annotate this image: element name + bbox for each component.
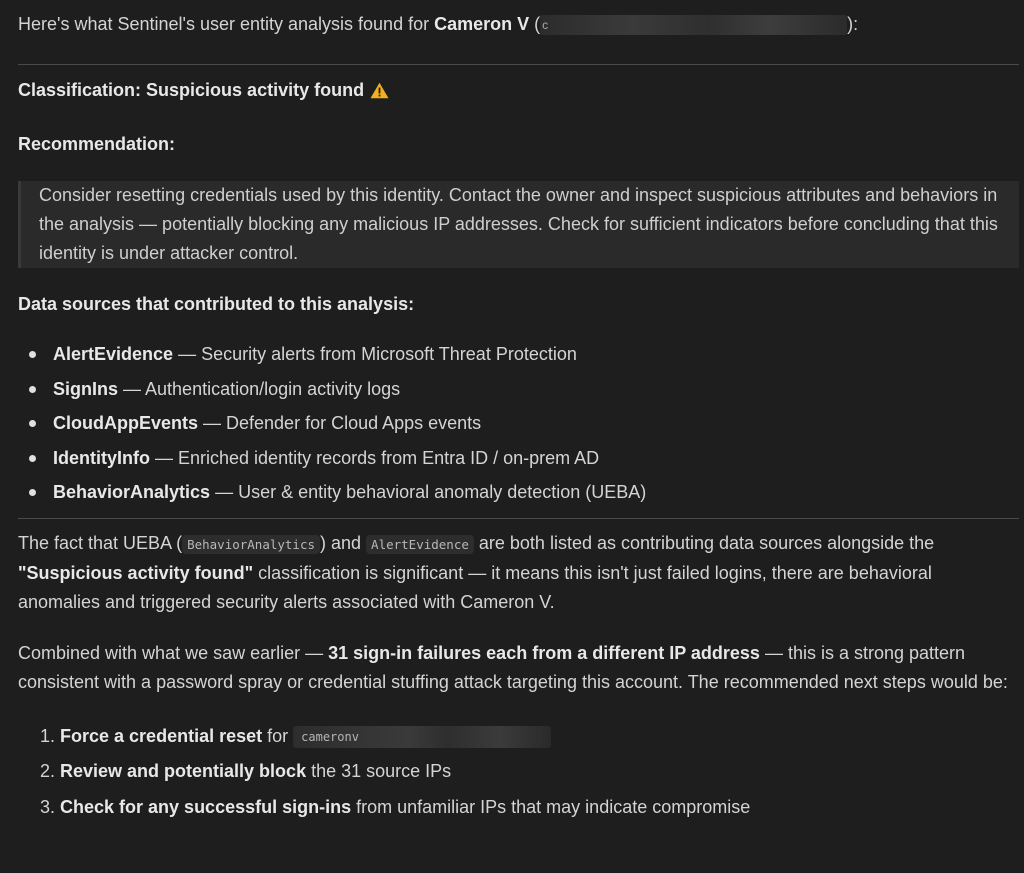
data-sources-list <box>18 337 1018 510</box>
list-item <box>53 475 1018 510</box>
source-desc: — Enriched identity records from Entra ID / on-prem AD <box>150 447 600 468</box>
step-title: Force a credential reset <box>60 725 263 746</box>
source-desc: — Security alerts from Microsoft Threat Protection <box>173 344 577 364</box>
list-item <box>40 790 1018 826</box>
step-number: 3. <box>40 796 61 817</box>
list-item <box>53 441 1018 476</box>
step-number: 1. <box>40 725 61 746</box>
intro-close: ): <box>847 14 859 34</box>
combined-paragraph <box>18 639 1018 697</box>
divider <box>18 64 1019 65</box>
step-text: from unfamiliar IPs that may indicate compromise <box>351 796 751 817</box>
bold-text: 31 sign-in failures each from a different IP address <box>328 642 760 663</box>
text-span: classification is significant — it means this isn't just failed logins, there are behavioral anomalies and triggered security alerts associated with Cameron V. <box>18 562 932 612</box>
warning-icon <box>370 79 389 108</box>
chat-response <box>18 10 1018 825</box>
bullet-icon <box>29 420 36 427</box>
recommendation-title: Recommendation: <box>18 134 176 154</box>
text-span: Combined with what we saw earlier — <box>18 642 329 663</box>
list-item <box>40 754 1018 790</box>
source-name: BehaviorAnalytics <box>53 482 211 502</box>
inline-code: BehaviorAnalytics <box>182 535 320 554</box>
text-span: ) and <box>320 532 367 553</box>
intro-open-paren: ( <box>529 14 541 34</box>
next-steps-list <box>18 719 1018 826</box>
list-item <box>40 719 1018 755</box>
data-sources-title: Data sources that contributed to this analysis: <box>18 294 415 314</box>
redacted-email: c <box>540 15 847 35</box>
source-desc: — User & entity behavioral anomaly detection (UEBA) <box>210 482 647 502</box>
bullet-icon <box>29 351 36 358</box>
classification-label: Classification: Suspicious activity found <box>18 80 365 100</box>
text-span: — this is a strong pattern consistent with a password spray or credential stuffing attack targeting this account. The recommended next steps would be: <box>18 642 1008 692</box>
text-span: The fact that UEBA ( <box>18 532 183 553</box>
fact-paragraph <box>18 529 1018 617</box>
source-name: AlertEvidence <box>53 344 174 364</box>
source-desc: — Defender for Cloud Apps events <box>198 413 482 433</box>
recommendation-quote: Consider resetting credentials used by this identity. Contact the owner and inspect suspicious attributes and behaviors in the analysis — potentially blocking any malicious IP addresses. Check for sufficient indicators before concluding that this identity is under attacker control. <box>18 181 1019 268</box>
classification-heading <box>18 76 1018 108</box>
list-item <box>53 372 1018 407</box>
source-name: IdentityInfo <box>53 447 150 468</box>
list-item <box>53 337 1018 372</box>
step-title: Check for any successful sign-ins <box>60 796 352 817</box>
intro-line <box>18 10 1018 42</box>
step-text: for <box>262 725 294 746</box>
source-name: CloudAppEvents <box>53 413 199 433</box>
redacted-username: cameronv <box>293 726 551 748</box>
inline-code: AlertEvidence <box>366 535 474 554</box>
bullet-icon <box>29 489 36 496</box>
step-title: Review and potentially block <box>60 761 307 781</box>
step-text: the 31 source IPs <box>306 761 452 781</box>
list-item <box>53 406 1018 441</box>
intro-user: Cameron V <box>434 14 530 34</box>
source-name: SignIns <box>53 378 119 399</box>
bold-text: "Suspicious activity found" <box>18 562 254 583</box>
intro-prefix: Here's what Sentinel's user entity analysis found for <box>18 14 435 34</box>
step-number: 2. <box>40 761 61 781</box>
bullet-icon <box>29 386 36 393</box>
divider <box>18 518 1019 519</box>
text-span: are both listed as contributing data sources alongside the <box>473 532 935 553</box>
bullet-icon <box>29 455 36 462</box>
source-desc: — Authentication/login activity logs <box>118 378 401 399</box>
